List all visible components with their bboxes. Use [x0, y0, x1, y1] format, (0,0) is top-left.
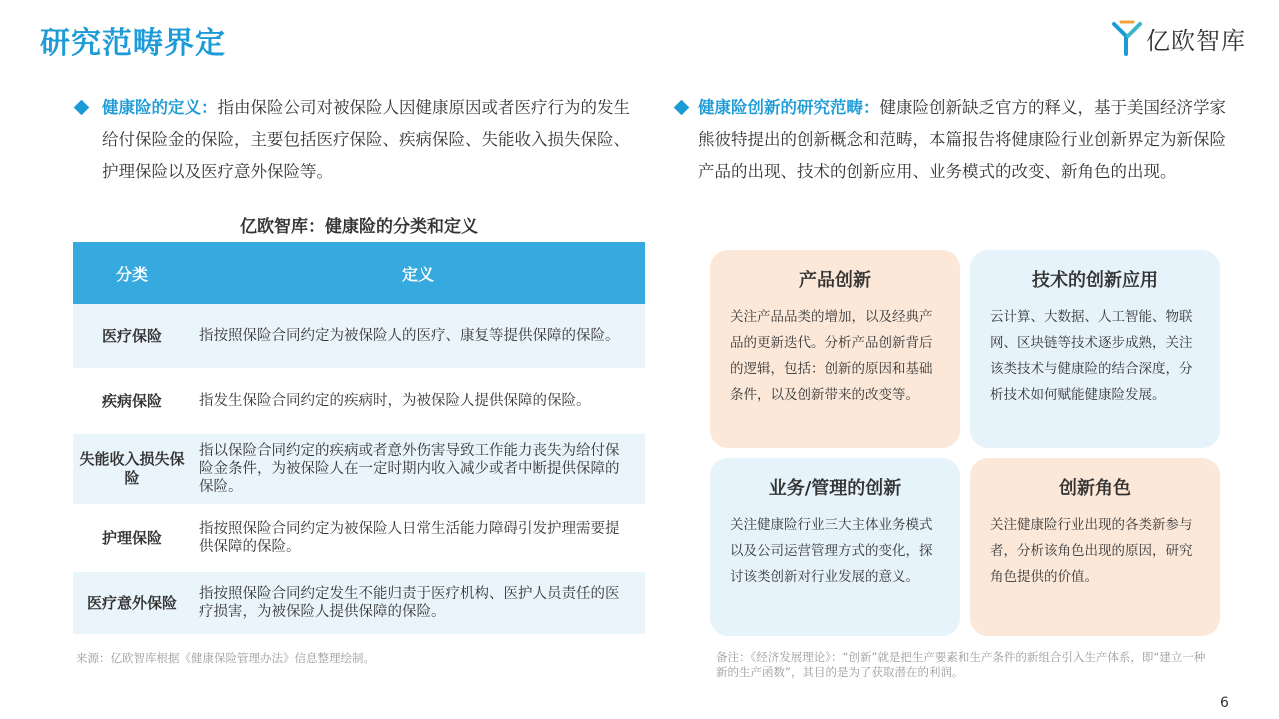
scope-bullet [676, 92, 1230, 188]
definition-text: 指由保险公司对被保险人因健康原因或者医疗行为的发生给付保险金的保险，主要包括医疗保险、疾病保险、失能收入损失保险、护理保险以及医疗意外保险等。 [102, 98, 630, 181]
logo-text: 亿欧智库 [1146, 26, 1246, 55]
card-body: 关注产品品类的增加，以及经典产品的更新迭代。分析产品创新背后的逻辑，包括：创新的原因和基础条件，以及创新带来的改变等。 [730, 309, 933, 403]
table-row [73, 304, 645, 370]
card-body: 关注健康险行业出现的各类新参与者，分析该角色出现的原因，研究角色提供的价值。 [990, 517, 1193, 585]
header-category: 分类 [115, 264, 148, 284]
table-title: 亿欧智库：健康险的分类和定义 [240, 217, 478, 237]
row-definition: 指发生保险合同约定的疾病时，为被保险人提供保障的保险。 [199, 393, 591, 409]
table-header [73, 242, 645, 304]
classification-table [73, 242, 645, 636]
row-category: 疾病保险 [101, 391, 162, 410]
scope-lead: 健康险创新的研究范畴： [698, 98, 880, 117]
page-title: 研究范畴界定 [40, 26, 226, 61]
page-number: 6 [1220, 695, 1229, 711]
card-title: 业务/管理的创新 [768, 478, 902, 499]
logo-icon [1112, 20, 1142, 56]
card-product-innovation [710, 250, 960, 448]
source-note: 来源：亿欧智库根据《健康保险管理办法》信息整理绘制。 [76, 651, 375, 665]
card-title: 技术的创新应用 [1032, 270, 1158, 291]
card-body: 关注健康险行业三大主体业务模式以及公司运营管理方式的变化，探讨该类创新对行业发展的意义。 [730, 517, 933, 585]
table-row [73, 434, 645, 506]
scope-text: 健康险创新缺乏官方的释义，基于美国经济学家熊彼特提出的创新概念和范畴，本篇报告将健康险行业创新界定为新保险产品的出现、技术的创新应用、业务模式的改变、新角色的出现。 [698, 98, 1226, 181]
row-definition: 指按照保险合同约定为被保险人的医疗、康复等提供保障的保险。 [199, 328, 620, 344]
footnote: 备注：《经济发展理论》：“创新”就是把生产要素和生产条件的新组合引入生产体系，即“建立一种新的生产函数”，其目的是为了获取潜在的利润。 [716, 650, 1206, 679]
row-category: 护理保险 [101, 528, 162, 547]
row-definition: 指按照保险合同约定为被保险人日常生活能力障碍引发护理需要提供保障的保险。 [199, 521, 620, 555]
definition-lead: 健康险的定义： [102, 98, 218, 117]
card-role-innovation [970, 458, 1220, 636]
card-title: 产品创新 [799, 270, 871, 291]
card-business-innovation [710, 458, 960, 636]
card-tech-innovation [970, 250, 1220, 448]
card-body: 云计算、大数据、人工智能、物联网、区块链等技术逐步成熟，关注该类技术与健康险的结合深度，分析技术如何赋能健康险发展。 [990, 309, 1193, 403]
table-row [73, 506, 645, 572]
row-category: 医疗保险 [101, 326, 162, 345]
row-definition: 指按照保险合同约定发生不能归责于医疗机构、医护人员责任的医疗损害，为被保险人提供保障的保险。 [199, 586, 620, 620]
table-row [73, 572, 645, 636]
row-category: 医疗意外保险 [86, 593, 177, 612]
brand-logo [1112, 18, 1246, 58]
table-row [73, 370, 645, 434]
card-title: 创新角色 [1059, 478, 1131, 499]
definition-bullet [76, 92, 636, 188]
header-definition: 定义 [401, 264, 434, 284]
row-category: 失能收入损失保险 [79, 450, 185, 487]
row-definition: 指以保险合同约定的疾病或者意外伤害导致工作能力丧失为给付保险金条件，为被保险人在一定时期内收入减少或者中断提供保障的保险。 [199, 443, 620, 495]
